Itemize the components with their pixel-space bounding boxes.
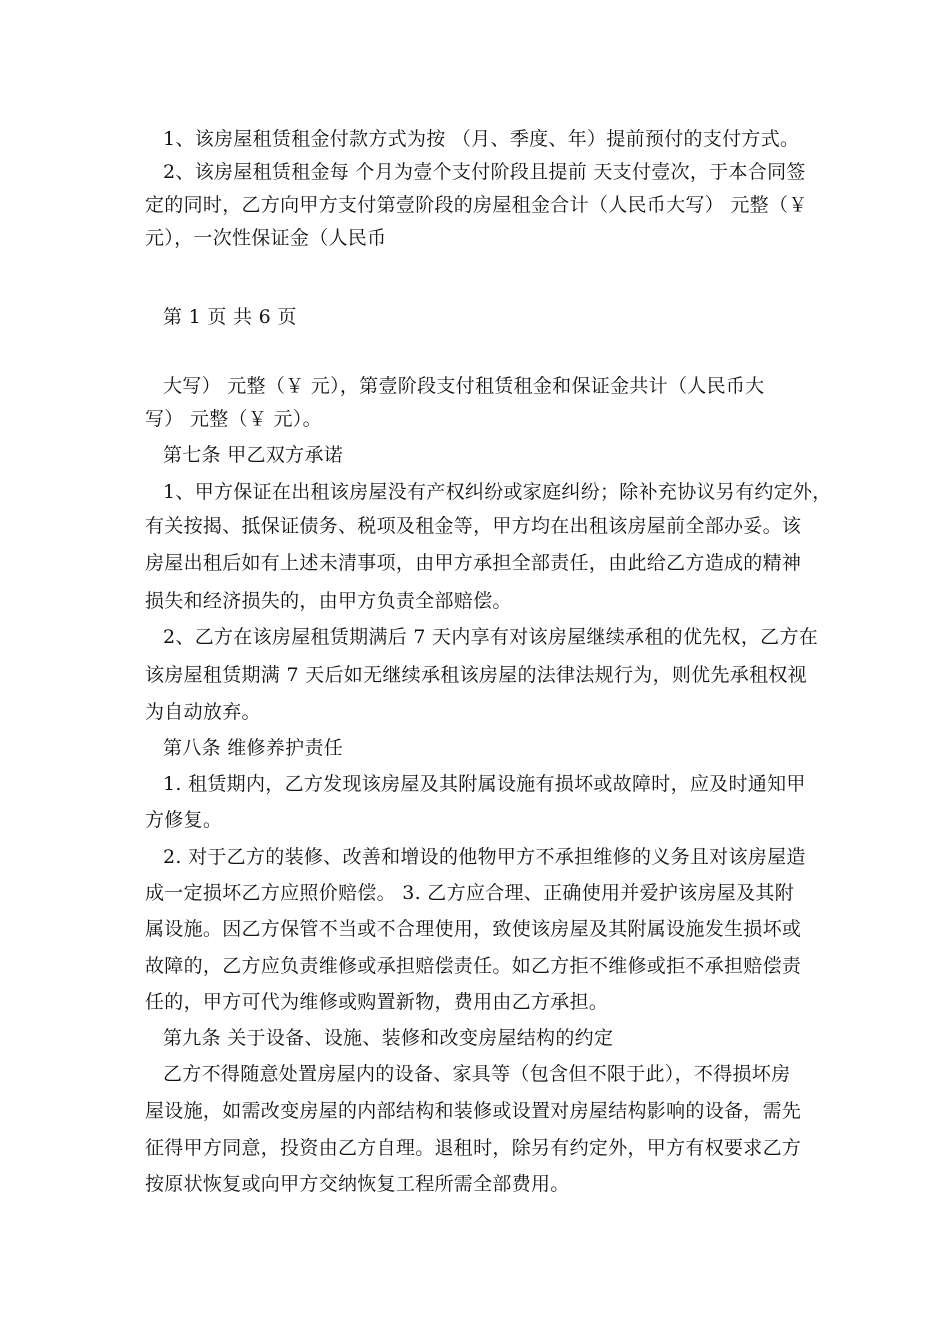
page-number-footer: 第 1 页 共 6 页 <box>163 306 297 328</box>
paragraph-line: 定的同时，乙方向甲方支付第壹阶段的房屋租金合计（人民币大写） 元整（￥ <box>145 194 808 216</box>
paragraph-line: 按原状恢复或向甲方交纳恢复工程所需全部费用。 <box>145 1173 570 1195</box>
paragraph-line: 损失和经济损失的，由甲方负责全部赔偿。 <box>145 590 512 612</box>
paragraph-line: 为自动放弃。 <box>145 701 261 723</box>
paragraph-line: 房屋出租后如有上述未清事项，由甲方承担全部责任，由此给乙方造成的精神 <box>145 552 802 574</box>
article-7-heading: 第七条 甲乙双方承诺 <box>163 444 344 466</box>
paragraph-line: 方修复。 <box>145 809 223 831</box>
paragraph-line: 有关按揭、抵保证债务、税项及租金等，甲方均在出租该房屋前全部办妥。该 <box>145 515 802 537</box>
paragraph-line: 该房屋租赁期满 7 天后如无继续承租该房屋的法律法规行为，则优先承租权视 <box>145 664 807 686</box>
paragraph-line: 属设施。因乙方保管不当或不合理使用，致使该房屋及其附属设施发生损坏或 <box>145 918 802 940</box>
article-9-clause: 乙方不得随意处置房屋内的设备、家具等（包含但不限于此），不得损坏房 <box>163 1063 791 1085</box>
article-7-clause-2: 2、乙方在该房屋租赁期满后 7 天内享有对该房屋继续承租的优先权，乙方在 <box>163 626 819 648</box>
paragraph-line: 元），一次性保证金（人民币 <box>145 227 387 249</box>
paragraph-line: 大写） 元整（￥ 元），第壹阶段支付租赁租金和保证金共计（人民币大 <box>163 375 765 397</box>
paragraph-line: 成一定损坏乙方应照价赔偿。 3. 乙方应合理、正确使用并爱护该房屋及其附 <box>145 882 795 904</box>
payment-schedule-clause: 2、该房屋租赁租金每 个月为壹个支付阶段且提前 天支付壹次，于本合同签 <box>163 161 806 183</box>
article-8-clause-2: 2. 对于乙方的装修、改善和增设的他物甲方不承担维修的义务且对该房屋造 <box>163 846 806 868</box>
paragraph-line: 征得甲方同意，投资由乙方自理。退租时，除另有约定外，甲方有权要求乙方 <box>145 1137 802 1159</box>
article-9-heading: 第九条 关于设备、设施、装修和改变房屋结构的约定 <box>163 1027 614 1049</box>
paragraph-line: 故障的，乙方应负责维修或承担赔偿责任。如乙方拒不维修或拒不承担赔偿责 <box>145 955 802 977</box>
paragraph-line: 写） 元整（￥ 元）。 <box>145 408 322 430</box>
paragraph-line: 屋设施，如需改变房屋的内部结构和装修或设置对房屋结构影响的设备，需先 <box>145 1100 802 1122</box>
article-7-clause-1: 1、甲方保证在出租该房屋没有产权纠纷或家庭纠纷；除补充协议另有约定外， <box>163 481 832 503</box>
paragraph-line: 任的，甲方可代为维修或购置新物，费用由乙方承担。 <box>145 991 609 1013</box>
payment-method-clause: 1、该房屋租赁租金付款方式为按 （月、季度、年）提前预付的支付方式。 <box>163 128 800 150</box>
article-8-clause-1: 1. 租赁期内，乙方发现该房屋及其附属设施有损坏或故障时，应及时通知甲 <box>163 773 806 795</box>
article-8-heading: 第八条 维修养护责任 <box>163 737 344 759</box>
